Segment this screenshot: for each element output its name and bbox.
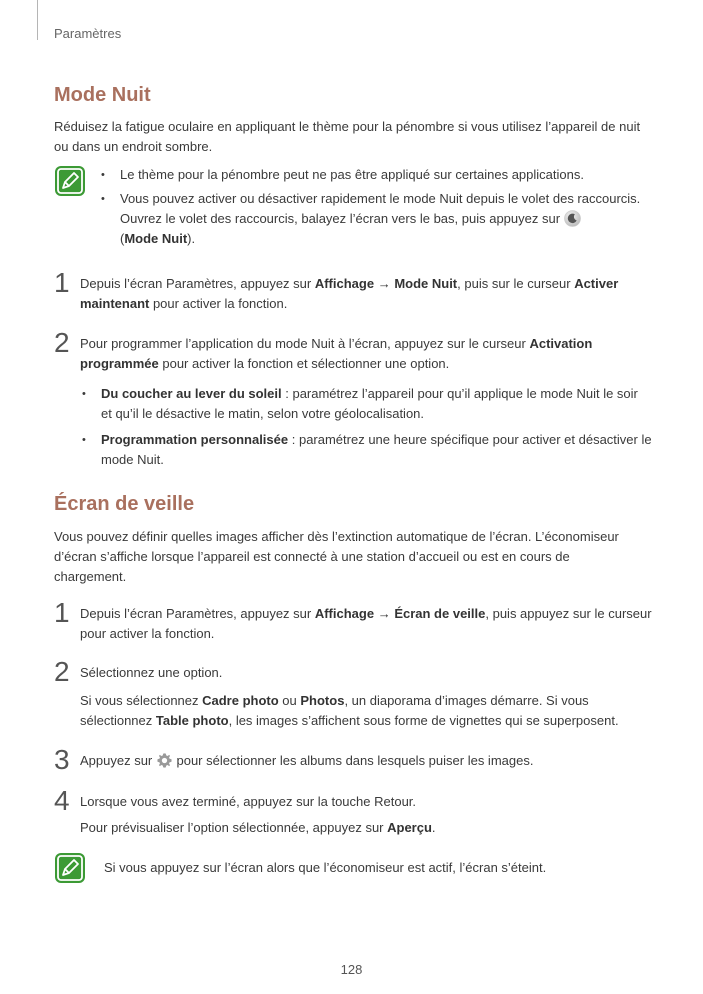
step-number: 4	[54, 785, 70, 816]
note-pencil-icon	[54, 165, 86, 197]
step-number: 3	[54, 744, 70, 775]
step-number: 1	[54, 597, 70, 628]
option-item: • Programmation personnalisée : paramétrez une heure spécifique pour activer et désactiver le mode Nuit.	[82, 430, 652, 470]
gear-icon	[156, 752, 173, 769]
step-number: 1	[54, 267, 70, 298]
header-rule	[37, 0, 38, 40]
step-text: Sélectionnez une option.	[80, 665, 223, 680]
header-title: Paramètres	[54, 26, 122, 41]
section-title-mode-nuit: Mode Nuit	[54, 84, 151, 106]
step-text: Pour programmer l’application du mode Nuit à l’écran, appuyez sur le curseur Activation programmée pour activer la fonction et sélectionner une option.	[80, 336, 593, 371]
ecran-veille-intro: Vous pouvez définir quelles images afficher dès l’extinction automatique de l’écran. L’économiseur d’écran s’affiche lorsque l’appareil est connecté à une station d’accueil ou est en cours de chargement.	[54, 529, 619, 584]
mode-nuit-intro: Réduisez la fatigue oculaire en appliquant le thème pour la pénombre si vous utilisez l’appareil de nuit ou dans un endroit sombre.	[54, 119, 641, 154]
section-title-ecran-veille: Écran de veille	[54, 493, 195, 515]
step-number: 2	[54, 327, 70, 358]
note-item: • Vous pouvez activer ou désactiver rapidement le mode Nuit depuis le volet des raccourcis. Ouvrez le volet des raccourcis, balayez l’écran vers le bas, puis appuyez sur (Mode Nuit).	[101, 189, 647, 249]
note-pencil-icon	[54, 852, 86, 884]
step-number: 2	[54, 656, 70, 687]
step-text: Appuyez sur pour sélectionner les albums dans lesquels puiser les images.	[80, 753, 534, 768]
option-item: • Du coucher au lever du soleil : paramétrez l’appareil pour qu’il applique le mode Nuit le soir et qu’il le désactive le matin, selon votre géolocalisation.	[82, 384, 652, 424]
note-text: Si vous appuyez sur l’écran alors que l’économiseur est actif, l’écran s’éteint.	[104, 860, 547, 875]
page-number: 128	[340, 962, 363, 977]
mode-nuit-note-list	[101, 165, 647, 249]
step-text: Depuis l’écran Paramètres, appuyez sur Affichage → Écran de veille, puis appuyez sur le curseur pour activer la fonction.	[80, 606, 652, 641]
step-subtext: Pour prévisualiser l’option sélectionnée, appuyez sur Aperçu.	[80, 820, 436, 835]
night-mode-icon	[564, 210, 581, 227]
note-item: • Le thème pour la pénombre peut ne pas être appliqué sur certaines applications.	[101, 165, 647, 185]
mode-nuit-options	[82, 384, 652, 476]
step-text: Depuis l’écran Paramètres, appuyez sur Affichage → Mode Nuit, puis sur le curseur Activer maintenant pour activer la fonction.	[80, 276, 619, 311]
step-subtext: Si vous sélectionnez Cadre photo ou Photos, un diaporama d’images démarre. Si vous sélectionnez Table photo, les images s’affichent sous forme de vignettes qui se superposent.	[80, 693, 619, 728]
step-text: Lorsque vous avez terminé, appuyez sur la touche Retour.	[80, 794, 417, 809]
